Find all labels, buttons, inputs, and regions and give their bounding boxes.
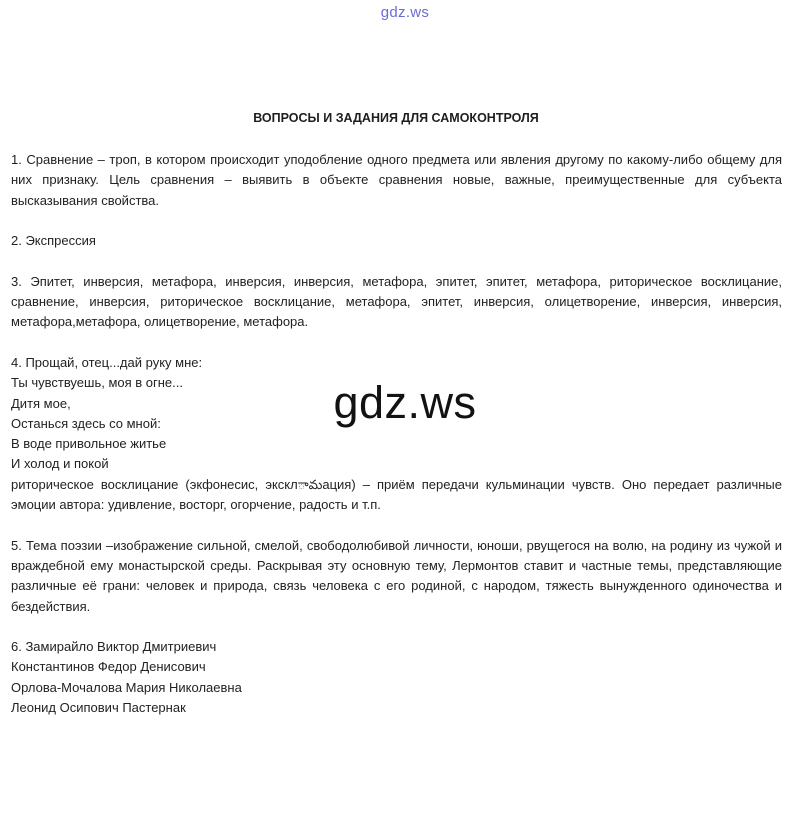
poem-line: Дитя мое, xyxy=(11,395,71,411)
poem-line: И холод и покой xyxy=(11,456,109,472)
answer-4-explanation: риторическое восклицание (экфонесис, эксклామация) – приём передачи кульминации чувств. Оно передает различные эмоции автора: удивление, восторг, огорчение, радость и т.п. xyxy=(11,476,782,513)
poem-line: Ты чувствуешь, моя в огне... xyxy=(11,375,183,391)
poem-line: Останься здесь со мной: xyxy=(11,415,161,431)
poem-line: 4. Прощай, отец...дай руку мне: xyxy=(11,354,203,370)
answer-5 xyxy=(11,536,782,617)
artist-name: Константинов Федор Денисович xyxy=(11,659,206,675)
watermark-logo: gdz.ws xyxy=(333,377,477,428)
poem-line: В воде привольное житье xyxy=(11,436,167,452)
answer-3 xyxy=(11,272,782,333)
artist-name: Орлова-Мочалова Мария Николаевна xyxy=(11,679,242,695)
site-logo: gdz.ws xyxy=(380,4,430,21)
answer-1-text: 1. Сравнение – троп, в котором происходит уподобление одного предмета или явления другому по какому-либо общему для них признаку. Цель сравнения – выявить в объекте сравнения новые, важные, преимущественные для субъекта высказывания свойства. xyxy=(11,152,782,208)
answer-1 xyxy=(11,150,782,211)
answer-5-text: 5. Тема поэзии –изображение сильной, смелой, свободолюбивой личности, юноши, рвущегося на волю, на родину из чужой и враждебной ему монастырской среды. Раскрывая эту основную тему, Лермонтов ставит и частные темы, представляющие различные её грани: человек и природа, связь человека с его родиной, с народом, тяжесть вынужденного одиночества и бездействия. xyxy=(11,537,782,614)
artist-name: Леонид Осипович Пастернак xyxy=(11,700,186,716)
document-body xyxy=(11,150,782,739)
page-title: ВОПРОСЫ И ЗАДАНИЯ ДЛЯ САМОКОНТРОЛЯ xyxy=(253,111,539,125)
answer-2-text: 2. Экспрессия xyxy=(11,233,96,249)
artist-name: 6. Замирайло Виктор Дмитриевич xyxy=(11,639,217,655)
answer-3-text: 3. Эпитет, инверсия, метафора, инверсия, инверсия, метафора, эпитет, эпитет, метафора, риторическое восклицание, сравнение, инверсия, риторическое восклицание, метафора, эпитет, инверсия, олицетворение, инверсия, инверсия, метафора,метафора, олицетворение, метафора. xyxy=(11,273,782,330)
answer-6 xyxy=(11,637,782,718)
answer-2 xyxy=(11,231,782,251)
